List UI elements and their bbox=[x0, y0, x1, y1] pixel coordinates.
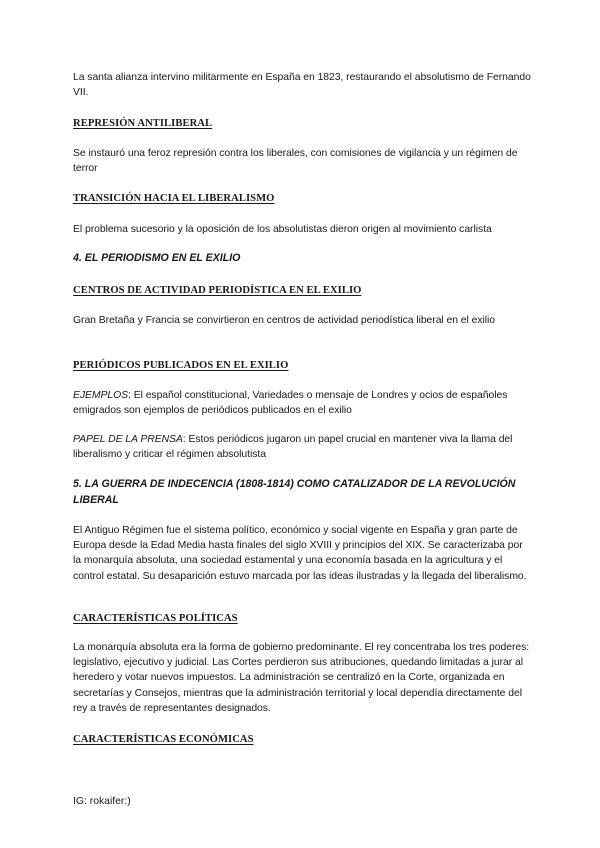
centros-block bbox=[73, 313, 533, 328]
transicion-block bbox=[73, 222, 533, 237]
politicas-heading-block bbox=[73, 613, 533, 624]
section-5-block bbox=[73, 477, 533, 508]
periodicos-heading-block bbox=[73, 360, 533, 371]
section-5-text-block bbox=[73, 523, 533, 584]
centros-heading-block bbox=[73, 285, 533, 296]
papel-text: : Estos periódicos jugaron un papel crucial en mantener viva la llama del liberalismo y criticar el régimen absolutista bbox=[73, 434, 513, 461]
section-4-block bbox=[73, 251, 533, 267]
papel-label: PAPEL DE LA PRENSA bbox=[73, 434, 183, 445]
politicas-heading: CARACTERÍSTICAS POLÍTICAS bbox=[73, 613, 238, 624]
economicas-heading-block bbox=[73, 734, 533, 745]
ejemplos-text: : El español constitucional, Variedades o mensaje de Londres y ocios de españoles emigrados son ejemplos de periódicos publicados en el exilio bbox=[73, 390, 508, 417]
ejemplos-paragraph bbox=[73, 388, 533, 418]
footer-credit: IG: rokaifer:) bbox=[73, 796, 131, 807]
ejemplos-block bbox=[73, 388, 533, 418]
intro-block bbox=[73, 70, 533, 100]
papel-block bbox=[73, 432, 533, 462]
section-4-heading: 4. EL PERIODISMO EN EL EXILIO bbox=[73, 252, 241, 264]
economicas-heading: CARACTERÍSTICAS ECONÓMICAS bbox=[73, 734, 254, 745]
intro-paragraph: La santa alianza intervino militarmente en España en 1823, restaurando el absolutismo de Fernando VII. bbox=[73, 72, 531, 99]
represion-heading: REPRESIÓN ANTILIBERAL bbox=[73, 118, 213, 129]
transicion-paragraph: El problema sucesorio y la oposición de los absolutistas dieron origen al movimiento carlista bbox=[73, 224, 492, 235]
ejemplos-label: EJEMPLOS bbox=[73, 390, 129, 401]
periodicos-heading: PERIÓDICOS PUBLICADOS EN EL EXILIO bbox=[73, 360, 289, 371]
centros-paragraph: Gran Bretaña y Francia se convirtieron en centros de actividad periodística liberal en el exilio bbox=[73, 315, 496, 326]
centros-heading: CENTROS DE ACTIVIDAD PERIODÍSTICA EN EL EXILIO bbox=[73, 285, 362, 296]
section-5-paragraph: El Antiguo Régimen fue el sistema político, económico y social vigente en España y gran parte de Europa desde la Edad Media hasta finales del siglo XVIII y principios del XIX. Se caracterizaba por la monarquía absoluta, una sociedad estamental y una economía basada en la agricultura y el control estatal. Su desaparición estuvo marcada por las ideas ilustradas y la llegada del liberalismo. bbox=[73, 525, 527, 582]
represion-paragraph: Se instauró una feroz represión contra los liberales, con comisiones de vigilancia y un régimen de terror bbox=[73, 148, 518, 175]
transicion-heading: TRANSICIÓN HACIA EL LIBERALISMO bbox=[73, 193, 275, 204]
represion-heading-block bbox=[73, 118, 533, 129]
transicion-heading-block bbox=[73, 193, 533, 204]
section-5-heading: 5. LA GUERRA DE INDECENCIA (1808-1814) COMO CATALIZADOR DE LA REVOLUCIÓN LIBERAL bbox=[73, 478, 516, 506]
politicas-block bbox=[73, 640, 533, 716]
papel-paragraph bbox=[73, 432, 533, 462]
represion-block bbox=[73, 146, 533, 176]
politicas-paragraph: La monarquía absoluta era la forma de gobierno predominante. El rey concentraba los tres poderes: legislativo, ejecutivo y judicial. Las Cortes perdieron sus atribuciones, quedando limitadas a jurar al heredero y votar nuevos impuestos. La administración se centralizó en la Corte, organizada en secretarías y Consejos, mientras que la administración territorial y local dependía directamente del rey a través de representantes designados. bbox=[73, 642, 530, 714]
